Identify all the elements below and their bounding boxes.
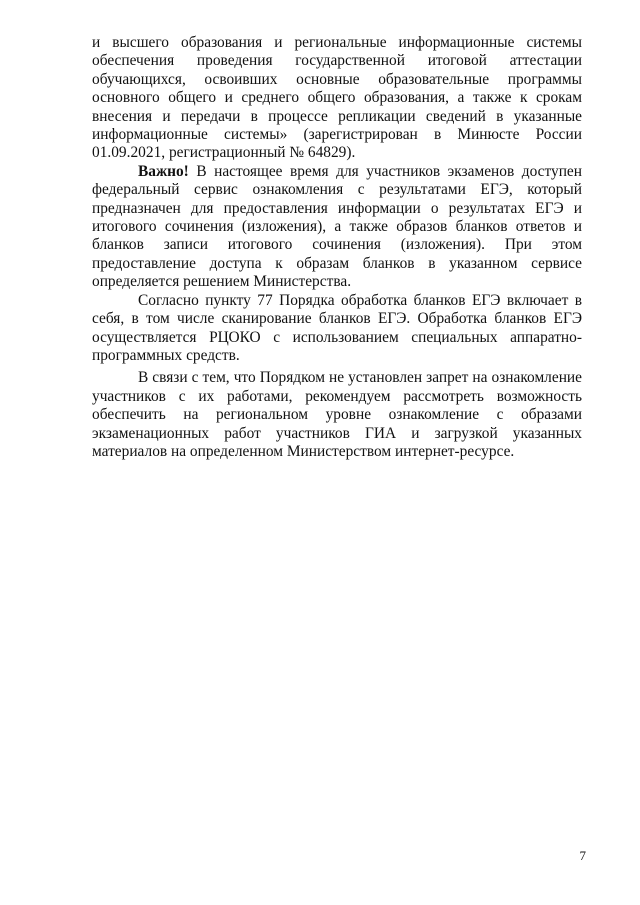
paragraph-text: В связи с тем, что Порядком не установлен запрет на ознакомление участников с их работами, рекомендуем рассмотреть возможность обеспечить на региональном уровне ознакомление с образами экзаменационных работ участников ГИА и загрузкой указанных материалов на определенном Министерством интернет-ресурсе. [92, 369, 582, 460]
paragraph-important-notice [92, 163, 582, 292]
paragraph-text: Согласно пункту 77 Порядка обработка бланков ЕГЭ включает в себя, в том числе сканирование бланков ЕГЭ. Обработка бланков ЕГЭ осуществляется РЦОКО с использованием специальных аппаратно-программных средств. [92, 291, 582, 364]
paragraph-processing [92, 292, 582, 366]
paragraph-continuation [92, 34, 582, 163]
paragraph-recommendation [92, 369, 582, 461]
paragraph-text: и высшего образования и региональные информационные системы обеспечения проведения государственной итоговой аттестации обучающихся, освоивших основные образовательные программы основного общего и среднего общего образования, а также к срокам внесения и передачи в процессе репликации сведений в указанные информационные системы» (зарегистрирован в Минюсте России 01.09.2021, регистрационный № 64829). [92, 34, 582, 162]
page-number: 7 [579, 848, 586, 863]
important-label: Важно! [138, 162, 189, 180]
paragraph-text: В настоящее время для участников экзаменов доступен федеральный сервис ознакомления с результатами ЕГЭ, который предназначен для предоставления информации о результатах ЕГЭ и итогового сочинения (изложения), а также образов бланков ответов и бланков записи итогового сочинения (изложения). При этом предоставление доступа к образам бланков в указанном сервисе определяется решением Министерства. [92, 162, 582, 291]
document-body [92, 34, 582, 461]
